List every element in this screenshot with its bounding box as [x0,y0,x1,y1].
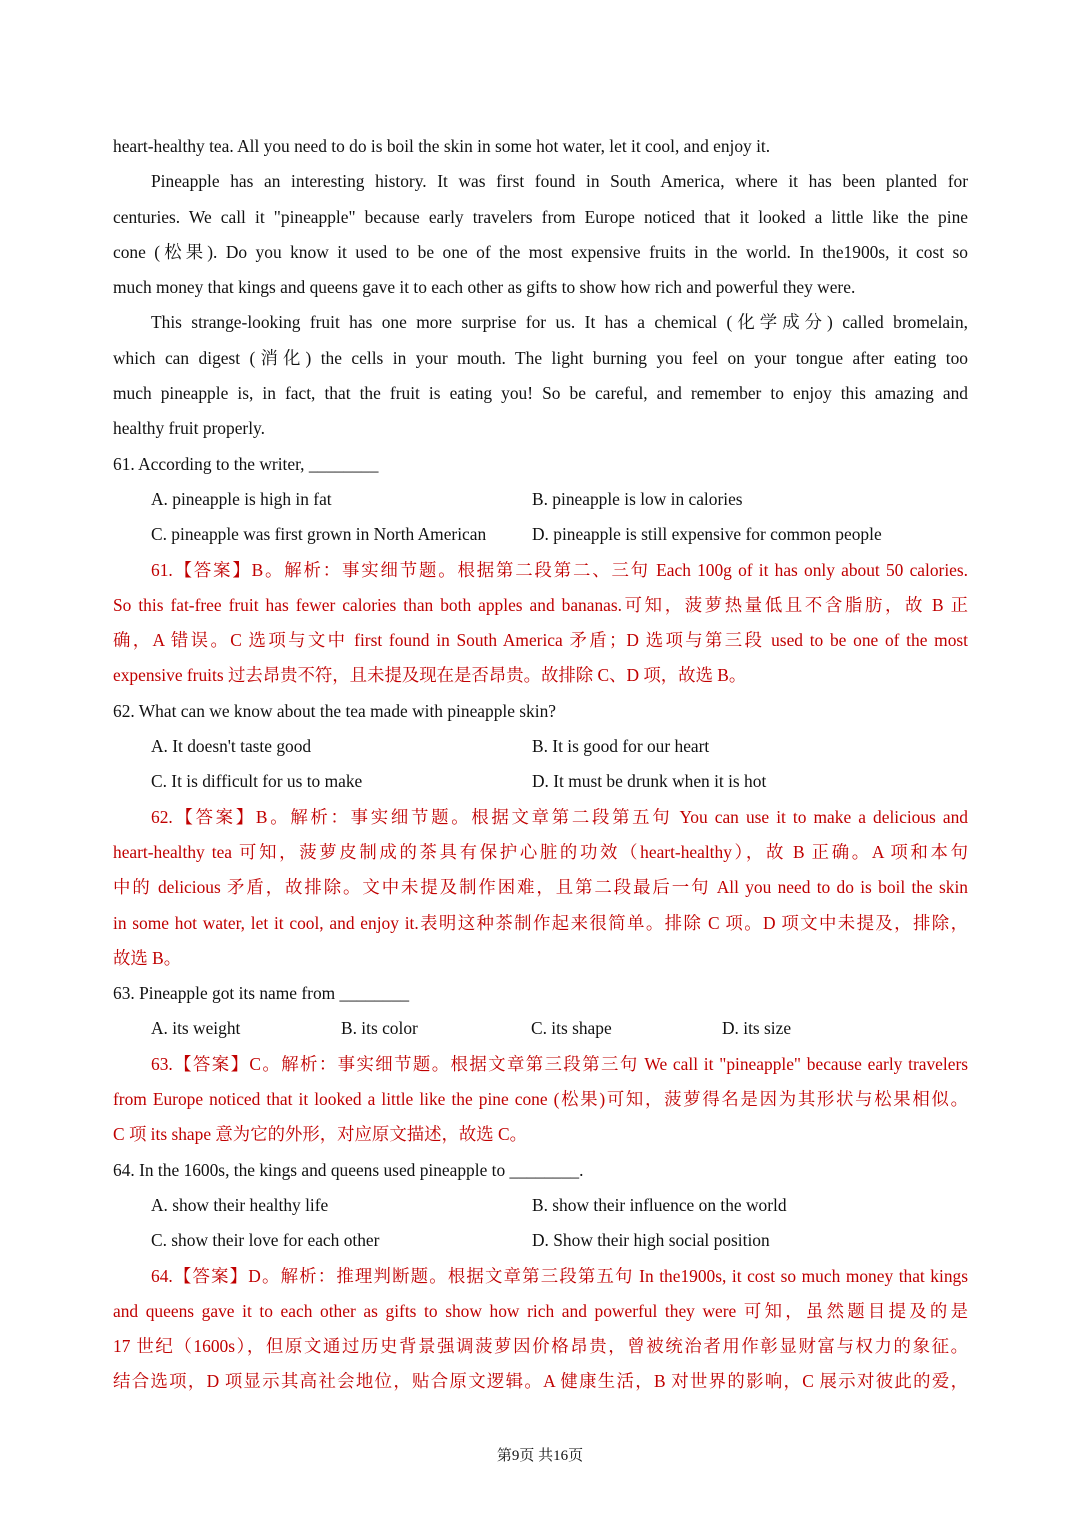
option-a: A. pineapple is high in fat [151,488,332,509]
answer-line: 62.【答案】B。解析：事实细节题。根据文章第二段第五句 You can use it to make a delicious and [151,806,968,827]
answer-line: from Europe noticed that it looked a little like the pine cone (松果)可知，菠萝得名是因为其形状与松果相似。 [113,1089,968,1110]
answer-line: 结合选项，D 项显示其高社会地位，贴合原文逻辑。A 健康生活，B 对世界的影响，C 展示对彼此的爱， [113,1371,968,1392]
option-d: D. It must be drunk when it is hot [532,771,767,792]
answer-line: and queens gave it to each other as gifts to show how rich and powerful they were 可知，虽然题目提及的是 [113,1300,968,1321]
passage-line: cone (松果). Do you know it used to be one of the most expensive fruits in the world. In the1900s, it cost so [113,241,968,262]
answer-line: 确，A 错误。C 选项与文中 first found in South America 矛盾；D 选项与第三段 used to be one of the most [113,630,968,651]
option-c: C. pineapple was first grown in North American [151,524,487,545]
option-c: C. its shape [531,1018,612,1039]
question-63 [113,976,968,1152]
answer-line: heart-healthy tea 可知，菠萝皮制成的茶具有保护心脏的功效（heart-healthy），故 B 正确。A 项和本句 [113,841,968,862]
question-options [113,1011,968,1046]
option-b: B. its color [341,1018,418,1039]
question-stem: 64. In the 1600s, the kings and queens used pineapple to ________. [113,1159,584,1180]
option-c: C. show their love for each other [151,1230,380,1251]
option-a: A. its weight [151,1018,241,1039]
option-c: C. It is difficult for us to make [151,771,363,792]
option-a: A. show their healthy life [151,1194,329,1215]
passage-paragraph-3 [113,305,968,446]
answer-line: 中的 delicious 矛盾，故排除。文中未提及制作困难，且第二段最后一句 All you need to do is boil the skin [113,877,968,898]
option-b: B. It is good for our heart [532,736,710,757]
option-d: D. Show their high social position [532,1230,770,1251]
question-options [113,729,968,800]
passage-line: healthy fruit properly. [113,418,265,439]
question-64 [113,1153,968,1400]
answer-line: So this fat-free fruit has fewer calories than both apples and bananas.可知，菠萝热量低且不含脂肪，故 B 正 [113,594,968,615]
question-62 [113,694,968,976]
option-d: D. its size [722,1018,792,1039]
answer-line: in some hot water, let it cool, and enjoy it.表明这种茶制作起来很简单。排除 C 项。D 项文中未提及，排除， [113,912,968,933]
passage-line: much money that kings and queens gave it to each other as gifts to show how rich and powerful they were. [113,277,856,298]
question-stem: 61. According to the writer, ________ [113,453,379,474]
question-options [113,1188,968,1259]
option-b: B. show their influence on the world [532,1194,787,1215]
passage-paragraph-2 [113,164,968,305]
answer-explanation [113,1047,968,1153]
question-stem: 62. What can we know about the tea made with pineapple skin? [113,700,557,721]
option-a: A. It doesn't taste good [151,736,312,757]
option-b: B. pineapple is low in calories [532,488,743,509]
passage-line: Pineapple has an interesting history. It was first found in South America, where it has been planted for [151,171,968,192]
answer-explanation [113,553,968,694]
passage-paragraph-1-end: heart-healthy tea. All you need to do is boil the skin in some hot water, let it cool, and enjoy it. [113,136,771,156]
passage-line: This strange-looking fruit has one more surprise for us. It has a chemical (化学成分) called bromelain, [151,312,968,333]
passage-line: which can digest (消化) the cells in your mouth. The light burning you feel on your tongue after eating too [113,347,968,368]
answer-line: 17 世纪（1600s），但原文通过历史背景强调菠萝因价格昂贵，曾被统治者用作彰显财富与权力的象征。 [113,1336,968,1357]
option-d: D. pineapple is still expensive for common people [532,524,882,545]
answer-explanation [113,800,968,976]
answer-line: 故选 B。 [113,947,182,968]
answer-line: 63.【答案】C。解析：事实细节题。根据文章第三段第三句 We call it "pineapple" because early travelers [151,1053,968,1074]
question-61 [113,447,968,694]
answer-line: 61.【答案】B。解析：事实细节题。根据第二段第二、三句 Each 100g of it has only about 50 calories. [151,559,968,580]
document-body [113,129,968,1400]
page-number-footer: 第9页 共16页 [496,1448,584,1464]
answer-line: 64.【答案】D。解析：推理判断题。根据文章第三段第五句 In the1900s, it cost so much money that kings [151,1265,968,1286]
question-stem: 63. Pineapple got its name from ________ [113,983,410,1004]
answer-line: expensive fruits 过去昂贵不符，且未提及现在是否昂贵。故排除 C、D 项，故选 B。 [113,665,747,686]
passage-line: much pineapple is, in fact, that the fruit is eating you! So be careful, and remember to enjoy this amazing and [113,383,968,404]
answer-explanation [113,1259,968,1400]
question-options [113,482,968,553]
answer-line: C 项 its shape 意为它的外形，对应原文描述，故选 C。 [113,1124,527,1145]
passage-line: centuries. We call it "pineapple" because early travelers from Europe noticed that it looked a little like the pine [113,206,968,227]
